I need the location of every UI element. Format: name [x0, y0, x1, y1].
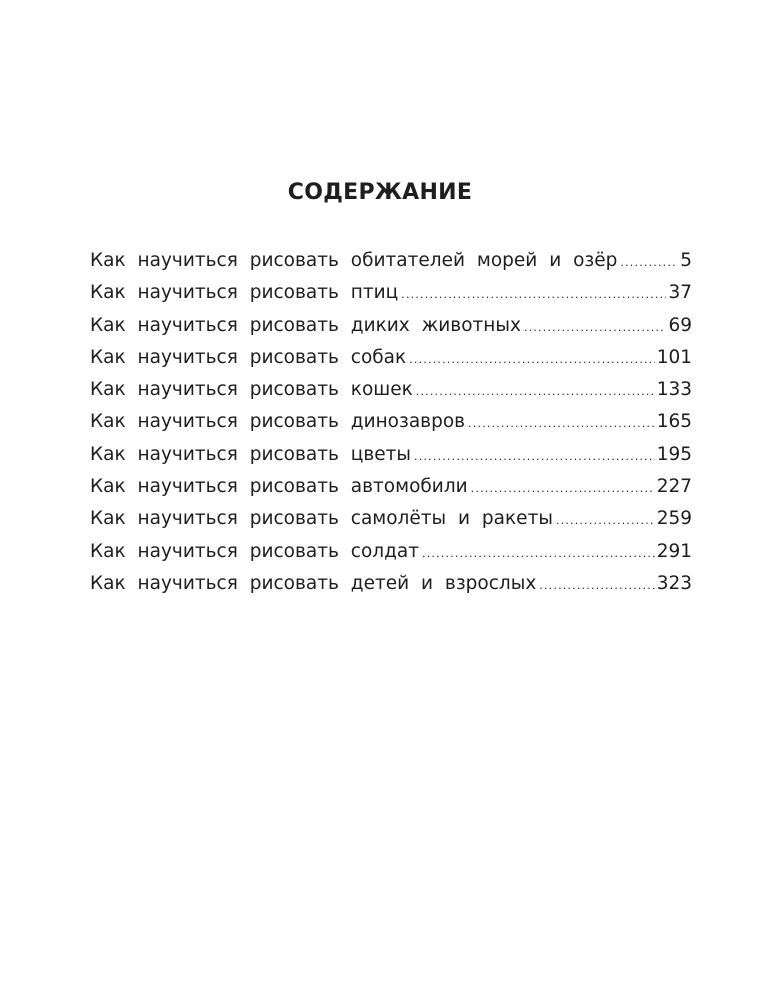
- dot-leader: [524, 321, 666, 334]
- dot-leader: [620, 256, 678, 269]
- toc-entry: [90, 444, 692, 476]
- dot-leader: [416, 385, 655, 398]
- toc-entry-title: Как научиться рисовать цветы: [90, 443, 412, 465]
- toc-entry-title: Как научиться рисовать обитателей морей и озёр: [90, 250, 618, 271]
- toc-entry-title: Как научиться рисовать солдат: [90, 540, 419, 562]
- toc-entry: [90, 315, 692, 347]
- dot-leader: [414, 450, 655, 463]
- toc-entry-title: Как научиться рисовать собак: [90, 346, 407, 368]
- toc-entry-title: Как научиться рисовать автомобили: [90, 476, 468, 498]
- toc-entry-title: Как научиться рисовать кошек: [90, 379, 413, 401]
- toc-entry-title: Как научиться рисовать динозавров: [90, 411, 466, 433]
- toc-entry-page: 69: [668, 314, 692, 336]
- dot-leader: [401, 288, 666, 301]
- dot-leader: [539, 579, 654, 592]
- toc-entry: [90, 379, 692, 411]
- dot-leader: [556, 514, 655, 527]
- toc-entry-title: Как научиться рисовать диких животных: [90, 314, 521, 336]
- dot-leader: [409, 353, 655, 366]
- toc-entry-page: 323: [656, 572, 692, 594]
- toc-entry-title: Как научиться рисовать птиц: [90, 282, 399, 304]
- dot-leader: [422, 547, 655, 560]
- page-title: СОДЕРЖАНИЕ: [287, 180, 473, 205]
- toc-entry: [90, 411, 692, 443]
- toc-entry-page: 227: [656, 476, 692, 498]
- dot-leader: [471, 482, 655, 495]
- table-of-contents: [90, 250, 692, 605]
- toc-entry-page: 165: [656, 411, 692, 433]
- toc-entry: [90, 573, 692, 605]
- dot-leader: [468, 417, 655, 430]
- toc-entry-page: 259: [656, 508, 692, 530]
- toc-entry-page: 101: [656, 346, 692, 368]
- toc-entry-page: 195: [656, 443, 692, 465]
- toc-entry: [90, 508, 692, 540]
- toc-entry-page: 37: [668, 282, 692, 304]
- toc-entry: [90, 347, 692, 379]
- toc-entry: [90, 282, 692, 314]
- toc-entry: [90, 476, 692, 508]
- toc-entry: [90, 250, 692, 282]
- toc-entry-page: 133: [656, 379, 692, 401]
- toc-entry-page: 5: [680, 250, 692, 271]
- toc-entry: [90, 541, 692, 573]
- toc-entry-title: Как научиться рисовать самолёты и ракеты: [90, 508, 553, 530]
- toc-entry-page: 291: [656, 540, 692, 562]
- toc-entry-title: Как научиться рисовать детей и взрослых: [90, 572, 537, 594]
